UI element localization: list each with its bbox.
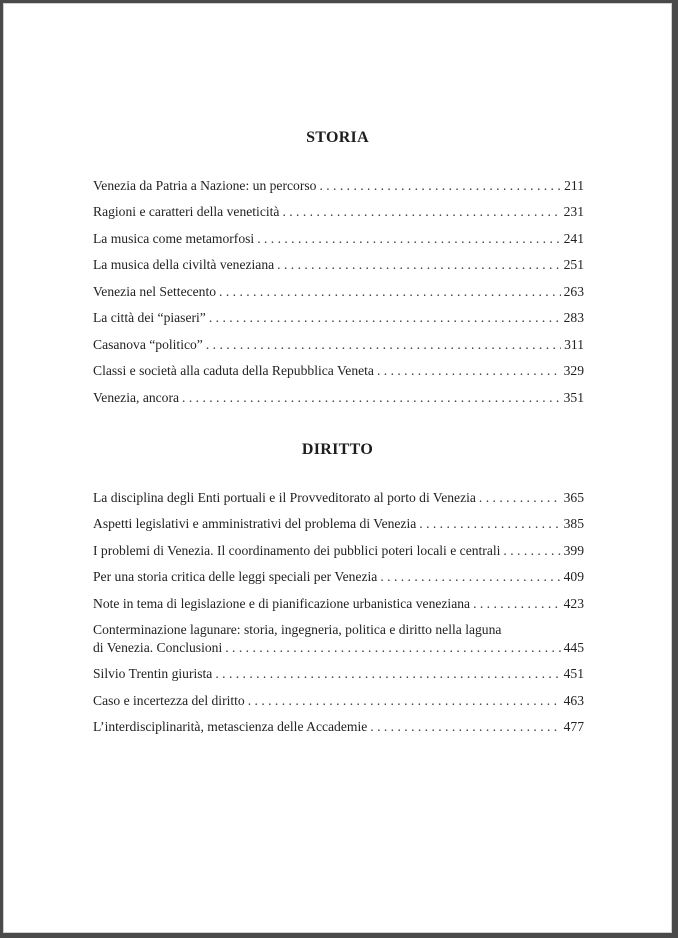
toc-entry-page: 311	[564, 336, 584, 352]
toc-entry[interactable]	[93, 195, 584, 222]
dot-leader	[282, 203, 560, 221]
toc-entry[interactable]	[93, 683, 584, 710]
toc-entry-title: Venezia da Patria a Nazione: un percorso	[93, 177, 317, 193]
toc-entry-title: Caso e incertezza del diritto	[93, 692, 245, 708]
toc-entry-page: 251	[563, 257, 584, 272]
toc-entry[interactable]	[93, 380, 584, 407]
dot-leader	[380, 568, 560, 586]
toc-list-storia	[93, 168, 584, 407]
toc-entry-page: 351	[563, 389, 584, 405]
toc-entry[interactable]	[93, 613, 584, 657]
dot-leader	[503, 542, 560, 560]
toc-entry-page: 423	[563, 595, 584, 611]
dot-leader	[257, 230, 560, 248]
toc-entry-title: Venezia, ancora	[93, 389, 180, 405]
toc-entry-page: 399	[563, 542, 584, 558]
dot-leader	[277, 256, 560, 274]
toc-entry[interactable]	[93, 354, 584, 381]
toc-entry[interactable]	[93, 586, 584, 613]
toc-entry-page: 451	[563, 666, 584, 681]
toc-entry[interactable]	[93, 533, 584, 560]
dot-leader	[419, 515, 560, 533]
toc-entry[interactable]	[93, 480, 584, 507]
toc-entry-page: 477	[563, 719, 584, 734]
toc-entry-page: 263	[563, 283, 584, 299]
toc-entry-title: Note in tema di legislazione e di pianificazione urbanistica veneziana	[93, 595, 471, 611]
dot-leader	[473, 595, 561, 613]
toc-entry-title: Silvio Trentin giurista	[93, 666, 213, 681]
toc-entry[interactable]	[93, 657, 584, 684]
toc-entry[interactable]	[93, 274, 584, 301]
dot-leader	[370, 718, 560, 736]
toc-entry-title: Per una storia critica delle leggi speciali per Venezia	[93, 569, 378, 584]
toc-entry-title: I problemi di Venezia. Il coordinamento dei pubblici poteri locali e centrali	[93, 542, 501, 558]
section-title-storia: STORIA	[306, 129, 369, 146]
toc-entry-title-line2: di Venezia. Conclusioni	[93, 639, 223, 655]
dot-leader	[319, 177, 561, 195]
toc-entry-page: 445	[563, 639, 584, 655]
dot-leader	[219, 283, 561, 301]
toc-entry-title: Casanova “politico”	[93, 336, 203, 352]
toc-entry-title: Ragioni e caratteri della veneticità	[93, 204, 280, 219]
toc-entry-page: 241	[563, 230, 584, 246]
toc-entry-title: L’interdisciplinarità, metascienza delle Accademie	[93, 719, 368, 734]
dot-leader	[182, 389, 561, 407]
toc-entry[interactable]	[93, 710, 584, 737]
dot-leader	[479, 489, 561, 507]
toc-entry-page: 329	[563, 363, 584, 378]
toc-entry[interactable]	[93, 507, 584, 534]
toc-entry-title-line1: Conterminazione lagunare: storia, ingegneria, politica e diritto nella laguna	[93, 621, 502, 637]
toc-entry[interactable]	[93, 560, 584, 587]
toc-list-diritto	[93, 480, 584, 736]
dot-leader	[215, 665, 560, 683]
section-title-diritto: DIRITTO	[301, 441, 374, 458]
toc-entry-title: Aspetti legislativi e amministrativi del problema di Venezia	[93, 516, 417, 531]
dot-leader	[377, 362, 561, 380]
toc-entry-title: Venezia nel Settecento	[93, 283, 217, 299]
toc-entry-title: La disciplina degli Enti portuali e il Provveditorato al porto di Venezia	[93, 489, 476, 505]
dot-leader	[209, 309, 561, 327]
toc-entry-page: 385	[563, 516, 584, 531]
toc-entry-page: 283	[563, 310, 584, 325]
toc-entry-page: 365	[563, 489, 584, 505]
toc-entry-page: 231	[563, 204, 584, 219]
toc-entry-page: 463	[563, 692, 584, 708]
dot-leader	[248, 692, 561, 710]
toc-entry-title: Classi e società alla caduta della Repubblica Veneta	[93, 363, 374, 378]
toc-entry[interactable]	[93, 168, 584, 195]
toc-entry-page: 409	[563, 569, 584, 584]
toc-entry-title: La musica come metamorfosi	[93, 230, 255, 246]
document-page	[3, 3, 672, 933]
toc-entry[interactable]	[93, 301, 584, 328]
toc-entry[interactable]	[93, 248, 584, 275]
toc-entry-page: 211	[564, 177, 584, 193]
dot-leader	[206, 336, 561, 354]
toc-entry[interactable]	[93, 327, 584, 354]
toc-entry[interactable]	[93, 221, 584, 248]
toc-entry-title: La musica della civiltà veneziana	[93, 257, 275, 272]
dot-leader	[225, 639, 560, 657]
toc-entry-title: La città dei “piaseri”	[93, 310, 206, 325]
